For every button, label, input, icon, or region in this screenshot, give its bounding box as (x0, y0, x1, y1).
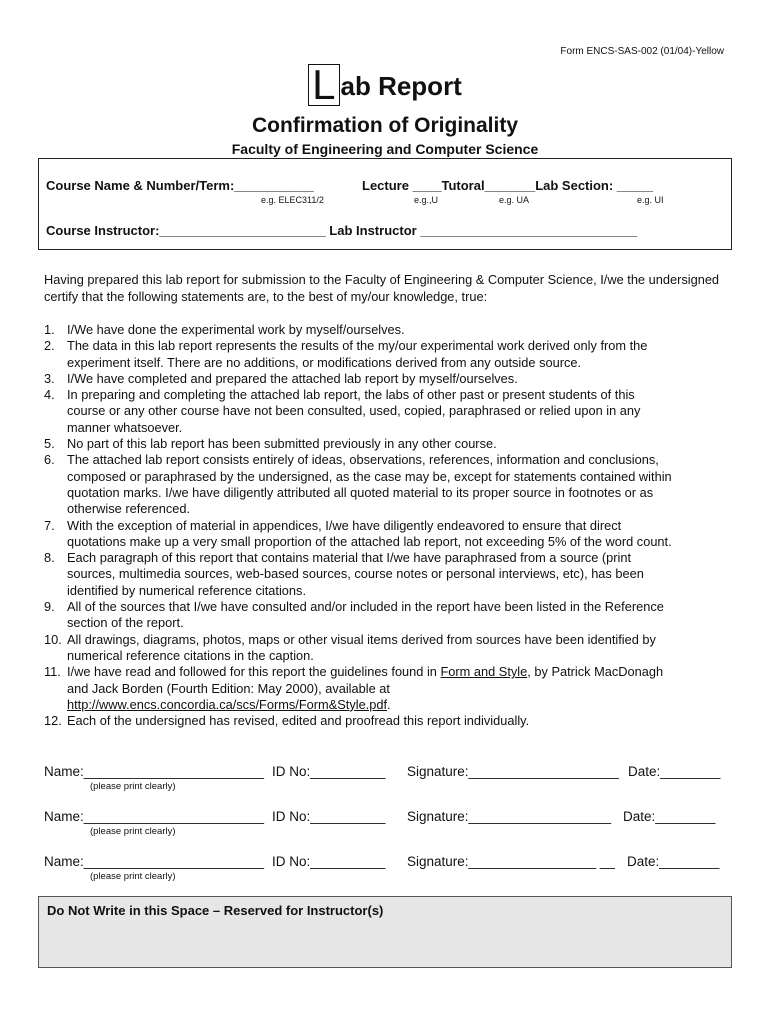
signature-field[interactable]: Signature:____________________ (407, 764, 619, 779)
signature-field[interactable]: Signature:_________________ __ (407, 854, 615, 869)
date-field[interactable]: Date:________ (623, 809, 716, 824)
id-field[interactable]: ID No:__________ (272, 809, 386, 824)
title-initial: L (308, 64, 339, 106)
course-example: e.g. ELEC311/2 (261, 195, 324, 205)
lab-section-example: e.g. UI (637, 195, 664, 205)
list-item: 11. I/we have read and followed for this report the guidelines found in Form and Style, by Patrick MacDonagh and Jack Borden (Fourth Edition: May 2000), available at http://www.encs.concordia.ca/scs/Forms/Form&Style.pdf. (44, 664, 664, 712)
title-rest: ab Report (340, 71, 462, 101)
faculty-name: Faculty of Engineering and Computer Science (231, 141, 539, 157)
name-field[interactable]: Name:________________________ (44, 809, 264, 824)
statement-list (44, 322, 734, 729)
print-clearly-note: (please print clearly) (90, 781, 176, 792)
lecture-tutorial-lab-field[interactable]: Lecture ____Tutoral_______Lab Section: _____ (362, 178, 653, 193)
date-field[interactable]: Date:________ (628, 764, 721, 779)
list-item: 8. Each paragraph of this report that contains material that I/we have paraphrased from a source (print sources, multimedia sources, web-based sources, course notes or personal interviews, etc), has been identified by numerical reference citations. (44, 550, 644, 598)
list-item: 2. The data in this lab report represents the results of the my/our experimental work derived only from the experiment itself. There are no additions, or modifications derived from any outside source. (44, 338, 648, 370)
course-name-field[interactable]: Course Name & Number/Term:___________ (46, 178, 314, 193)
instructor-reserved-box (38, 896, 732, 968)
signature-field[interactable]: Signature:___________________ (407, 809, 612, 824)
id-field[interactable]: ID No:__________ (272, 854, 386, 869)
name-field[interactable]: Name:________________________ (44, 764, 264, 779)
list-item: 6. The attached lab report consists entirely of ideas, observations, references, information and conclusions, composed or paraphrased by the undersigned, as the case may be, except for statements contained within quotation marks. I/we have diligently attributed all quoted material to its proper source in footnotes or as otherwise referenced. (44, 452, 672, 517)
print-clearly-note: (please print clearly) (90, 871, 176, 882)
reserved-label: Do Not Write in this Space – Reserved for Instructor(s) (47, 903, 384, 918)
list-item: 7. With the exception of material in appendices, I/we have diligently endeavored to ensure that direct quotations make up a very small proportion of the attached lab report, not exceeding 5% of the word count. (44, 517, 672, 549)
intro-paragraph: Having prepared this lab report for submission to the Faculty of Engineering & Computer Science, I/we the undersigned certify that the following statements are, to the best of my/our knowledge, true: (44, 272, 720, 304)
guidelines-link[interactable]: http://www.encs.concordia.ca/scs/Forms/Form&Style.pdf (67, 696, 388, 712)
list-item: 12. Each of the undersigned has revised, edited and proofread this report individually. (44, 713, 530, 729)
course-info-box (38, 158, 732, 250)
list-item: 10. All drawings, diagrams, photos, maps or other visual items derived from sources have been identified by numerical reference citations in the caption. (44, 631, 656, 663)
form-id: Form ENCS-SAS-002 (01/04)-Yellow (560, 46, 724, 57)
instructor-field[interactable]: Course Instructor:_______________________ Lab Instructor ______________________________ (46, 223, 638, 238)
id-field[interactable]: ID No:__________ (272, 764, 386, 779)
form-and-style-title: Form and Style (440, 664, 528, 680)
list-item: 4. In preparing and completing the attached lab report, the labs of other past or present students of this course or any other course have not been consulted, used, copied, paraphrased or relied upon in any manner whatsoever. (44, 387, 641, 435)
page-subtitle: Confirmation of Originality (252, 114, 518, 137)
list-item: 1. I/We have done the experimental work by myself/ourselves. (44, 322, 405, 337)
list-item: 5. No part of this lab report has been submitted previously in any other course. (44, 436, 497, 452)
tutorial-example: e.g. UA (499, 195, 530, 205)
name-field[interactable]: Name:________________________ (44, 854, 264, 869)
lecture-example: e.g.,U (414, 195, 439, 205)
print-clearly-note: (please print clearly) (90, 826, 176, 837)
page-title (0, 61, 770, 108)
list-item: 3. I/We have completed and prepared the attached lab report by myself/ourselves. (44, 370, 518, 386)
list-item: 9. All of the sources that I/we have consulted and/or included in the report have been listed in the Reference section of the report. (44, 599, 664, 631)
date-field[interactable]: Date:________ (627, 854, 720, 869)
